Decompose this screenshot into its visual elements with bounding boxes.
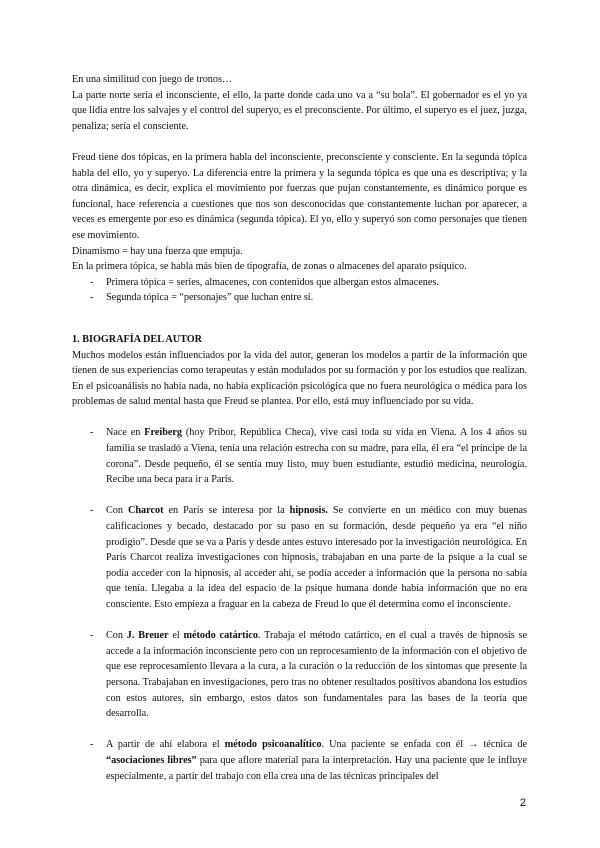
intro-paragraph-3: Dinamismo = hay una fuerza que empuja.	[72, 245, 243, 257]
page-content	[72, 72, 527, 784]
bold-term: Freiberg	[144, 427, 182, 439]
list-item: - Primera tópica = series, almacenes, con contenidos que albergan estos almacenes.	[72, 275, 527, 291]
intro-paragraph-2: Freud tiene dos tópicas, en la primera habla del inconsciente, preconsciente y consciente. En la segunda tópica habla del ello, yo y superyo. La diferencia entre la primera y la segunda tópica es que una es descriptiva; y la otra dinámica, es decir, explica el movimiento por fuerzas que pujan constantemente, es dinámico porque es funcional, hace referencia a cuestiones que nos son desconocidas que constantemente luchan por aparecer, a veces es emergente por eso es dinámica (segunda tópica). El yo, ello y superyó son como personajes que tienen ese movimiento.	[72, 151, 527, 241]
bold-term: método psicoanalítico	[224, 739, 322, 751]
dash-bullet: -	[90, 292, 94, 304]
bold-term: J. Breuer	[126, 630, 169, 642]
bio-item-freiberg: - Nace en Freiberg (hoy Pribor, República Checa), vive casi toda su vida en Viena. A los 4 años su familia se trasladó a Viena, tenía una relación estrecha con su madre, para ella, él era “el príncipe de la corona”. Desde pequeño, él se sentía muy listo, muy buen estudiante, estudió medicina, neurología. Recibe una beca para ir a París.	[90, 427, 527, 486]
dash-bullet: -	[90, 427, 94, 439]
intro-line: En una similitud con juego de tronos…	[72, 74, 233, 85]
bio-item-charcot: - Con Charcot en París se interesa por la hipnosis. Se convierte en un médico con muy buenas calificaciones y becado, destacado por su paso en su formación, desde pequeño ya era “el niño prodigio”. Desde que se va a París y desde antes estuvo interesado por la investigación neurológica. En París Charcot realiza investigaciones con hipnosis, trabajaban en una parte de la psique a la cual se podía acceder con la hipnosis, al acceder ahí, se podía acceder a información que la persona no sabía que tenía. Llegaba a la idea del espacio de la psique humana donde había información que no era consciente. Esto empieza a fraguar en la cabeza de Freud lo que él determina como el inconsciente.	[90, 505, 527, 610]
intro-paragraph-4: En la primera tópica, se habla más bien de tipografía, de zonas o almacenes del aparato psíquico.	[72, 261, 467, 273]
bold-term: Charcot	[128, 505, 164, 517]
bold-term: método catártico	[183, 630, 259, 642]
biography-list	[72, 425, 527, 784]
dash-bullet: -	[90, 276, 94, 288]
bio-item-breuer: - Con J. Breuer el método catártico. Trabaja el método catártico, en el cual a través de hipnosis se accede a la información inconsciente pero con un reprocesamiento de la información con el objetivo de que ese reprocesamiento llevara a la cura, a la curación o la reducción de los síntomas que presente la persona. Trabajaban en investigaciones, pero tras no obtener resultados positivos abandona los estudios con estos autores, sin embargo, estos datos son fundamentales para las bases de la teoría que desarrolla.	[90, 630, 527, 720]
section-heading: 1. BIOGRAFÍA DEL AUTOR	[72, 333, 203, 345]
dash-bullet: -	[90, 739, 94, 751]
dash-bullet: -	[90, 505, 94, 517]
topica-list	[72, 275, 527, 306]
dash-bullet: -	[90, 630, 94, 642]
section-paragraph: Muchos modelos están influenciados por la vida del autor, generan los modelos a partir de la información que tienen de sus experiencias como terapeutas y están modulados por su formación y por los estudios que realizan. En el psicoanálisis no había nada, no había explicación psicológica que no fuera neurológica o médica para los problemas de salud mental hasta que Freud se plantea. Por ello, está muy influenciado por su vida.	[72, 349, 527, 408]
list-item: - Segunda tópica = “personajes” que luchan entre sí.	[72, 290, 527, 306]
intro-paragraph-1: La parte norte sería el inconsciente, el ello, la parte donde cada uno va a “su bola”. El gobernador es el yo ya que lidia entre los salvajes y el control del superyo, es el preconsciente. Por último, el superyo es el juez, juzga, penaliza; sería el consciente.	[72, 89, 527, 132]
bold-term: “asociaciones libres”	[106, 754, 197, 766]
bold-term: hipnosis.	[289, 505, 328, 517]
bio-item-psicoanalitico: - A partir de ahí elabora el método psicoanalítico. Una paciente se enfada con él → técnica de “asociaciones libres” para que aflore material para la interpretación. Hay una paciente que le influye especialmente, a partir del trabajo con ella crea una de las técnicas principales del	[90, 739, 528, 782]
page-number: 2	[519, 797, 526, 809]
